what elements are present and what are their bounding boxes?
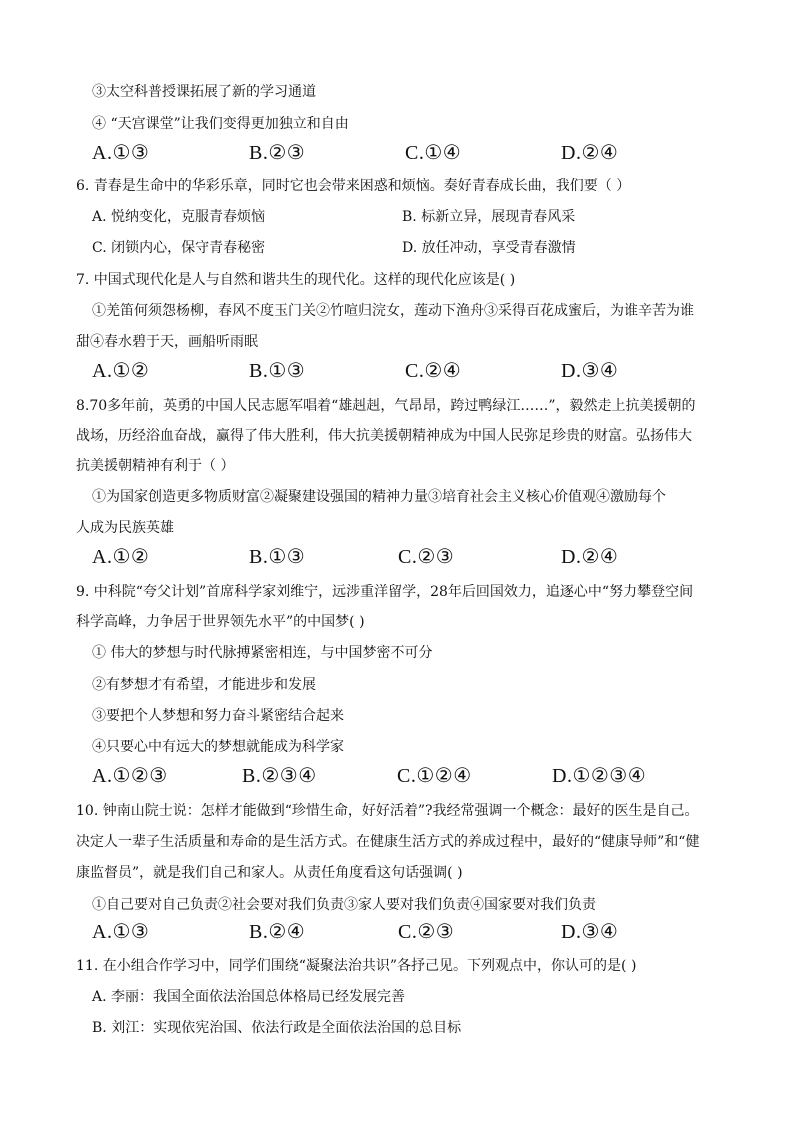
q5-item-4: ④ “天宫课堂”让我们变得更加独立和自由 [92,116,349,132]
q8-items-line-2: 人成为民族英雄 [76,520,174,536]
q6-stem: 6. 青春是生命中的华彩乐章，同时它也会带来困惑和烦恼。奏好青春成长曲，我们要（ ） [76,178,631,194]
q5-option-c: C.①④ [405,142,462,164]
q10-stem-line-3: 康监督员”，就是我们自己和家人。从责任角度看这句话强调( ) [76,865,463,881]
q8-stem-line-1: 8.70多年前，英勇的中国人民志愿军唱着“雄赳赳，气昂昂，跨过鸭绿江……”，毅然走上抗美援朝的 [76,398,696,414]
q11-option-a: A. 李丽：我国全面依法治国总体格局已经发展完善 [92,989,406,1005]
q9-item-1: ① 伟大的梦想与时代脉搏紧密相连，与中国梦密不可分 [92,645,433,661]
q7-option-a: A.①② [92,360,150,382]
q6-option-c: C. 闭锁内心，保守青春秘密 [92,240,266,256]
q7-items-line-2: 甜④春水碧于天，画船听雨眠 [76,334,258,350]
q9-option-b: B.②③④ [242,765,317,787]
q9-option-a: A.①②③ [92,765,168,787]
q8-option-d: D.②④ [561,546,619,568]
q8-stem-line-3: 抗美援朝精神有利于（ ） [76,458,235,474]
q10-option-b: B.②④ [249,921,306,943]
q8-stem-line-2: 战场，历经浴血奋战，赢得了伟大胜利，伟大抗美援朝精神成为中国人民弥足珍贵的财富。弘扬伟大 [76,428,692,444]
q7-option-c: C.②④ [405,360,462,382]
q9-option-c: C.①②④ [397,765,472,787]
q9-stem-line-1: 9. 中科院“夸父计划”首席科学家刘维宁，远涉重洋留学，28年后回国效力，追逐心中“努力攀登空间 [76,584,694,600]
q5-option-b: B.②③ [249,142,306,164]
q10-option-d: D.③④ [561,921,619,943]
q5-option-d: D.②④ [561,142,619,164]
q8-option-c: C.②③ [398,546,455,568]
q5-item-3: ③太空科普授课拓展了新的学习通道 [92,84,316,100]
q9-item-4: ④只要心中有远大的梦想就能成为科学家 [92,739,344,755]
q7-option-b: B.①③ [249,360,306,382]
q5-option-a: A.①③ [92,142,150,164]
q10-option-a: A.①③ [92,921,150,943]
q10-stem-line-1: 10. 钟南山院士说：怎样才能做到“珍惜生命，好好活着”?我经常强调一个概念：最好的医生是自己。 [76,803,699,819]
q10-stem-line-2: 决定人一辈子生活质量和寿命的是生活方式。在健康生活方式的养成过程中，最好的“健康导师”和“健 [76,834,700,850]
q7-items-line-1: ①羌笛何须怨杨柳，春风不度玉门关②竹喧归浣女，莲动下渔舟③采得百花成蜜后，为谁辛苦为谁 [92,303,694,319]
q6-option-b: B. 标新立异，展现青春风采 [402,209,576,225]
q7-stem: 7. 中国式现代化是人与自然和谐共生的现代化。这样的现代化应该是( ) [76,272,516,288]
q9-option-d: D.①②③④ [552,765,647,787]
q6-option-d: D. 放任冲动，享受青春激情 [402,240,576,256]
q8-items-line-1: ①为国家创造更多物质财富②凝聚建设强国的精神力量③培育社会主义核心价值观④激励每个 [92,489,666,505]
q10-items-line-1: ①自己要对自己负责②社会要对我们负责③家人要对我们负责④国家要对我们负责 [92,897,596,913]
q9-item-3: ③要把个人梦想和努力奋斗紧密结合起来 [92,708,344,724]
q6-option-a: A. 悦纳变化，克服青春烦恼 [92,209,266,225]
q10-option-c: C.②③ [398,921,455,943]
q7-option-d: D.③④ [561,360,619,382]
q9-item-2: ②有梦想才有希望，才能进步和发展 [92,677,316,693]
q11-option-b: B. 刘江：实现依宪治国、依法行政是全面依法治国的总目标 [92,1020,462,1036]
q8-option-b: B.①③ [249,546,306,568]
q9-stem-line-2: 科学高峰，力争居于世界领先水平”的中国梦( ) [76,614,365,630]
q11-stem: 11. 在小组合作学习中，同学们围绕“凝聚法治共识”各抒己见。下列观点中，你认可的是( ) [76,958,637,974]
q8-option-a: A.①② [92,546,150,568]
